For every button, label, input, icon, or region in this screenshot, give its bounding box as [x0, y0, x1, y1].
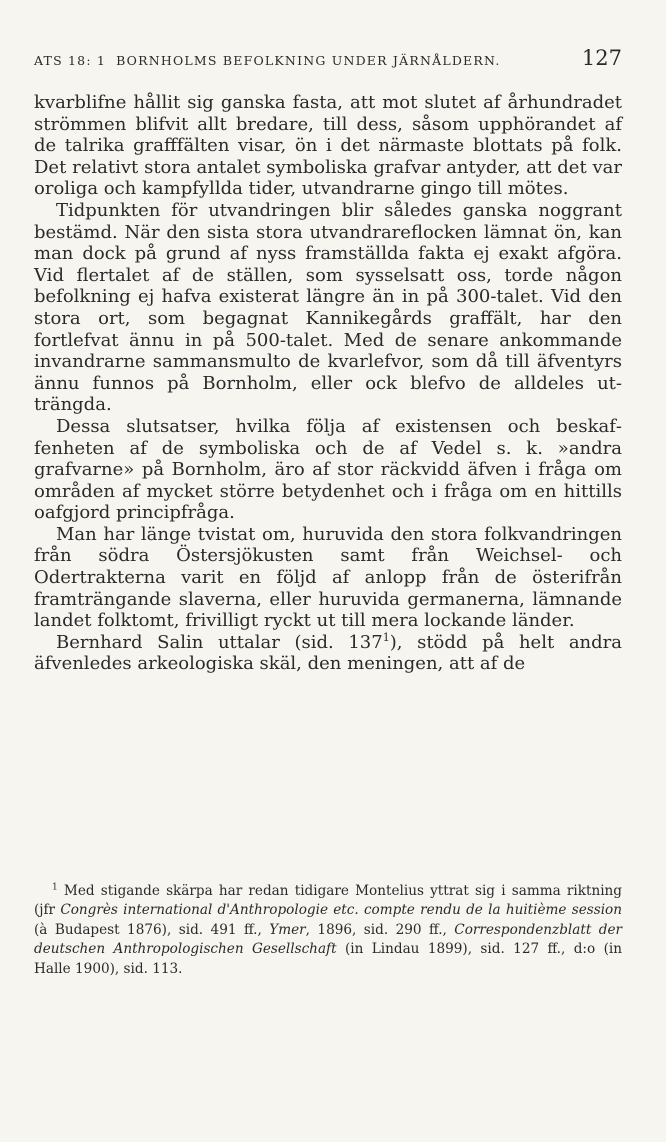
footnote-text: , 1896, sid. 290 ff., — [305, 921, 455, 938]
footnote-text: (à Budapest 1876), sid. 491 ff., — [34, 921, 270, 938]
salin-text-start: Bernhard Salin uttalar (sid. 137 — [56, 631, 383, 653]
footnote-citation-ymer: Ymer — [269, 921, 306, 938]
salin-text-end: ), stödd på helt andra äfvenledes arkeologiska skäl, den meningen, att af de — [34, 631, 622, 675]
paragraph-emigration-timing: Tidpunkten för utvandringen blir således ganska noggrant bestämd. När den sista stora utvandrareflocken lämnat ön, kan man dock på grund af nyss framställda fakta ej exakt afgöra. Vid flertalet af de ställen, som sysselsatt oss, torde någon befolkning ej hafva existerat längre än in på 300-talet. Vid den stora ort, som begagnat Kannikegårds graffält, har den fortlefvat ännu in på 500-talet. Med de senare ankommande invandrarne sammansmulto de kvarlefvor, som då till äfventyrs ännu funnos på Bornholm, eller ock blefvo de alldeles utträngda. — [34, 199, 622, 416]
footnote-citation-congres: Congrès international d'Anthropologie etc. compte rendu de la huitième session — [60, 902, 622, 919]
footnote — [34, 882, 622, 979]
footnote-mark: 1 — [52, 882, 58, 893]
paragraph-migration-debate: Man har länge tvistat om, huruvida den stora folkvandringen från södra Östersjökusten samt från Weichsel- och Odertrakterna varit en följd af anlopp från de österifrån framträngande slaverna, eller huruvida germanerna, lämnande landet folktomt, frivilligt ryckt ut till mera lockande länder. — [34, 523, 622, 632]
paragraph-continuation: kvarblifne hållit sig ganska fasta, att mot slutet af århundradet strömmen blifvit allt bredare, till dess, såsom upphörandet af de talrika grafffälten visar, ön i det närmaste blottats på folk. Det relativt stora antalet symboliska grafvar antyder, att det var oroliga och kampfyllda tider, utvandrarne gingo till mötes. — [34, 92, 622, 200]
running-title: BORNHOLMS BEFOLKNING UNDER JÄRNÅLDERN. — [116, 53, 501, 68]
journal-reference: ATS 18: 1 — [34, 53, 107, 68]
paragraph-salin — [34, 632, 622, 675]
footnote-text: (in Lindau 1899), sid. 127 ff., d:o (in Halle 1900), sid. 113. — [34, 941, 622, 977]
body-text — [34, 92, 622, 675]
footnote-paragraph — [34, 882, 622, 979]
paragraph-conclusions: Dessa slutsatser, hvilka följa af existensen och beskaffenheten af de symboliska och de af Vedel s. k. »andra grafvarne» på Bornholm, äro af stor räckvidd äfven i fråga om områden af mycket större betydenhet och i fråga om en hittills oafgjord principfråga. — [34, 415, 622, 524]
running-header — [34, 46, 622, 70]
footnote-text: Med stigande skärpa har redan tidigare Montelius yttrat sig i samma riktning (jfr — [34, 883, 622, 919]
footnote-citation-correspondenzblatt: Correspondenzblatt der deutschen Anthropologischen Gesellschaft — [34, 921, 622, 958]
page-number: 127 — [581, 46, 622, 70]
footnote-reference: 1 — [382, 630, 390, 644]
